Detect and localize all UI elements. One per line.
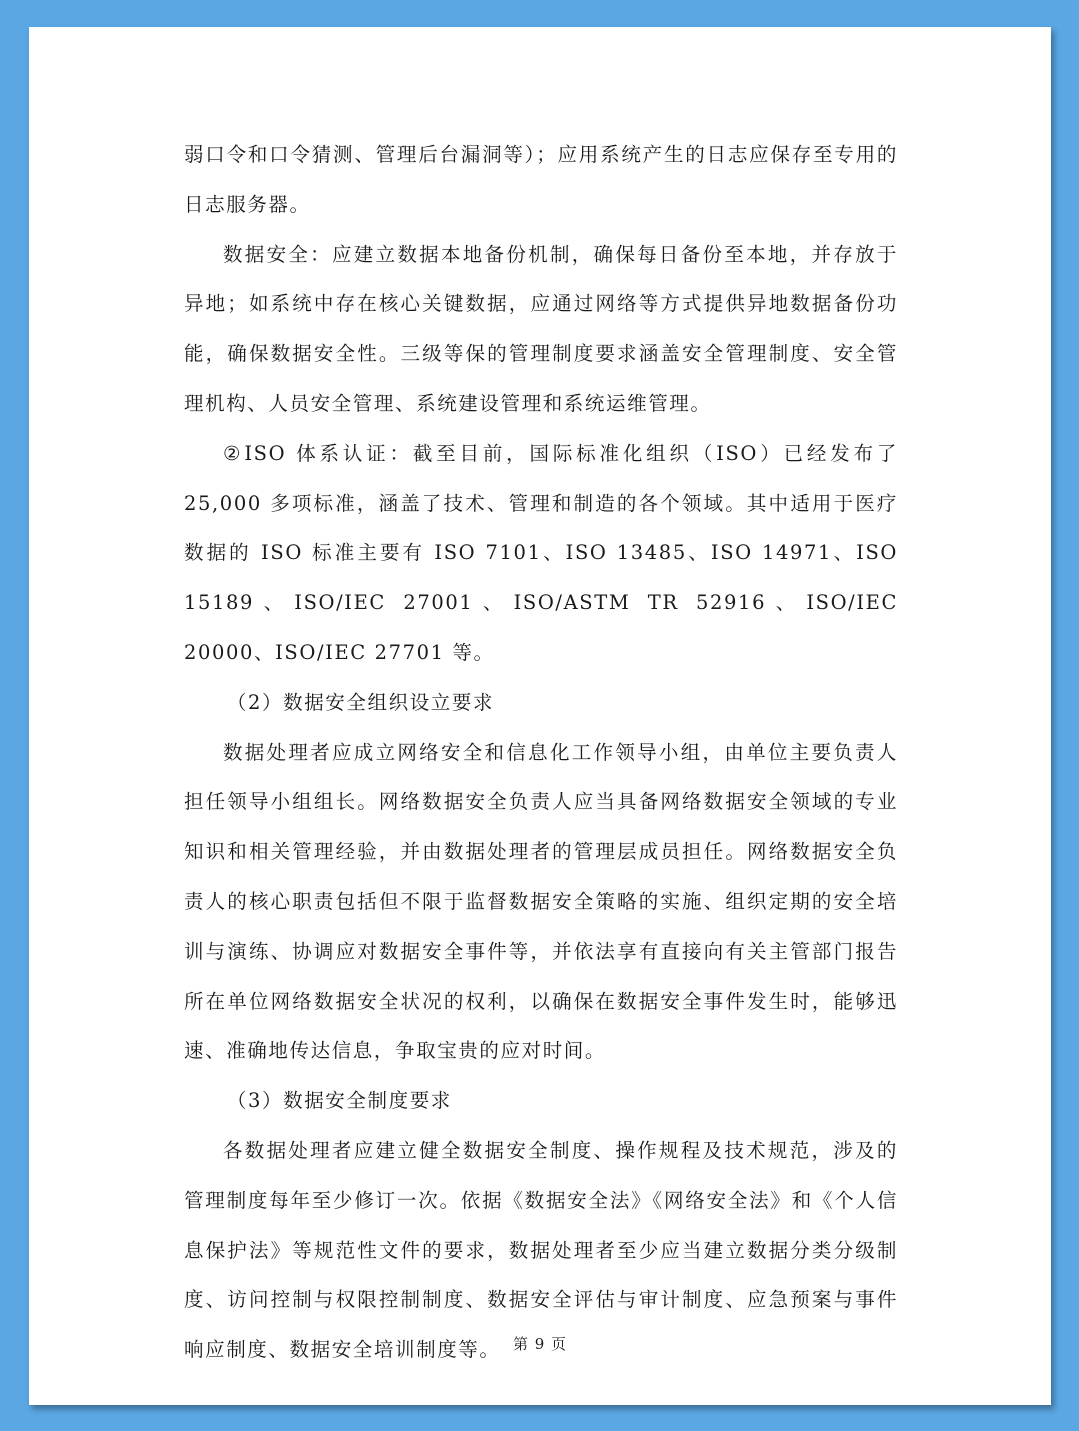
document-page bbox=[29, 27, 1051, 1405]
paragraph-data-security: 数据安全：应建立数据本地备份机制，确保每日备份至本地，并存放于异地；如系统中存在核心关键数据，应通过网络等方式提供异地数据备份功能，确保数据安全性。三级等保的管理制度要求涵盖安全管理制度、安全管理机构、人员安全管理、系统建设管理和系统运维管理。 bbox=[184, 242, 898, 415]
section-heading-organization: （2）数据安全组织设立要求 bbox=[226, 690, 495, 714]
paragraph-log-server: 弱口令和口令猜测、管理后台漏洞等）；应用系统产生的日志应保存至专用的日志服务器。 bbox=[184, 143, 898, 216]
document-body bbox=[184, 130, 898, 1375]
page-number: 第 9 页 bbox=[512, 1335, 568, 1353]
paragraph-organization-requirements: 数据处理者应成立网络安全和信息化工作领导小组，由单位主要负责人担任领导小组组长。网络数据安全负责人应当具备网络数据安全领域的专业知识和相关管理经验，并由数据处理者的管理层成员担任。网络数据安全负责人的核心职责包括但不限于监督数据安全策略的实施、组织定期的安全培训与演练、协调应对数据安全事件等，并依法享有直接向有关主管部门报告所在单位网络数据安全状况的权利，以确保在数据安全事件发生时，能够迅速、准确地传达信息，争取宝贵的应对时间。 bbox=[184, 740, 898, 1063]
paragraph-policy-requirements: 各数据处理者应建立健全数据安全制度、操作规程及技术规范，涉及的管理制度每年至少修订一次。依据《数据安全法》《网络安全法》和《个人信息保护法》等规范性文件的要求，数据处理者至少应当建立数据分类分级制度、访问控制与权限控制制度、数据安全评估与审计制度、应急预案与事件响应制度、数据安全培训制度等。 bbox=[184, 1138, 898, 1362]
section-heading-policy: （3）数据安全制度要求 bbox=[226, 1089, 452, 1113]
paragraph-iso-certification: ②ISO 体系认证：截至目前，国际标准化组织（ISO）已经发布了 25,000 多项标准，涵盖了技术、管理和制造的各个领域。其中适用于医疗数据的 ISO 标准主要有 ISO 7101、ISO 13485、ISO 14971、ISO 15189、ISO/IEC 27001、ISO/ASTM TR 52916、ISO/IEC 20000、ISO/IEC 27701 等。 bbox=[184, 441, 898, 664]
